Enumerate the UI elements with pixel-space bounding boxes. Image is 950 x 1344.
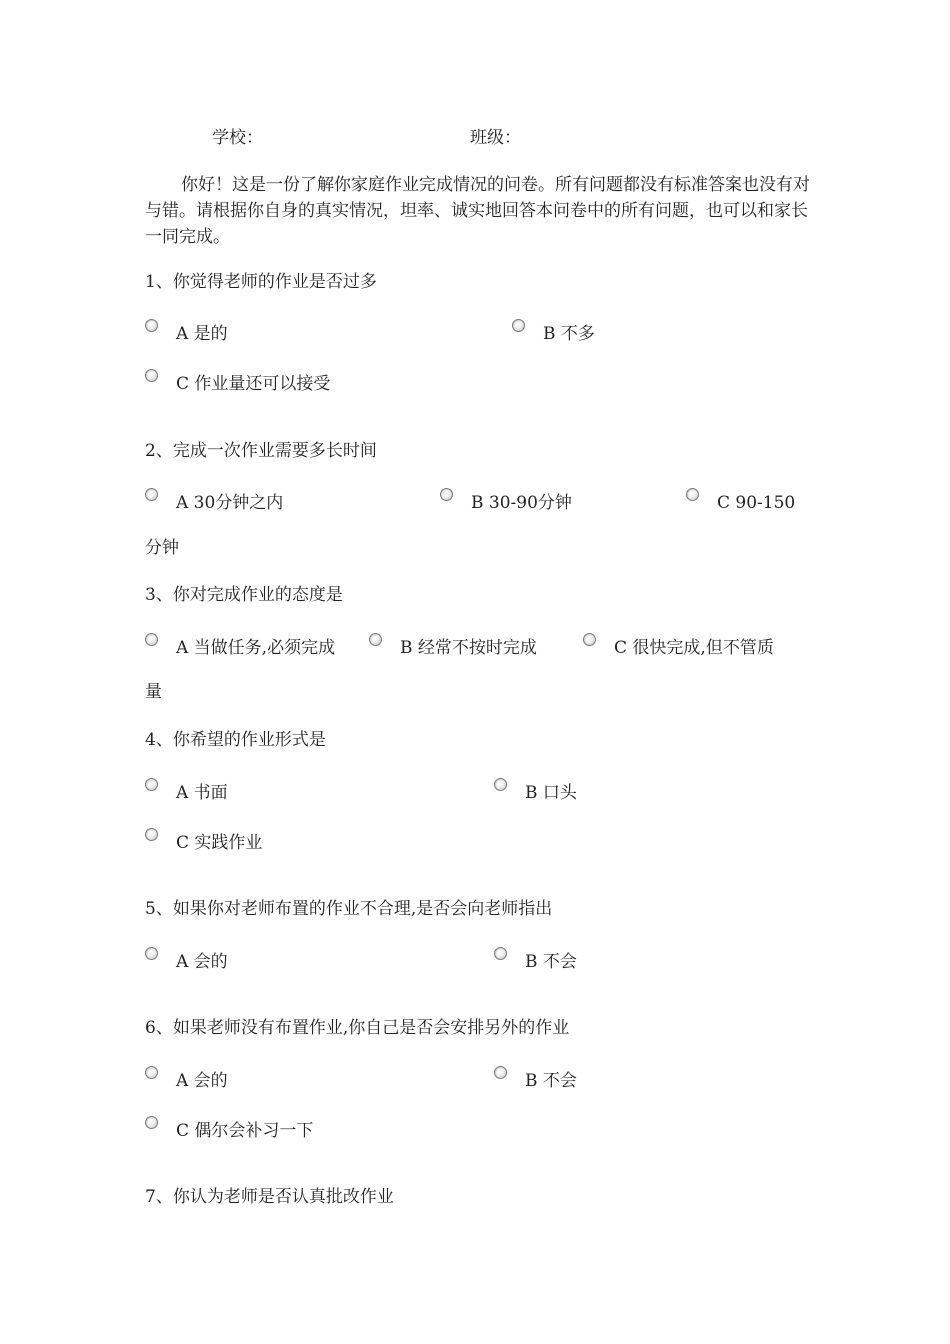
option-q3-b: B 经常不按时完成	[400, 638, 537, 658]
radio-q3-b[interactable]	[369, 633, 382, 646]
option-q6-a: A 会的	[176, 1071, 228, 1091]
option-q3-c-wrap: 量	[145, 682, 162, 702]
question-2: 2、完成一次作业需要多长时间	[145, 441, 377, 461]
option-q6-b: B 不会	[525, 1071, 577, 1091]
radio-q4-b[interactable]	[494, 778, 507, 791]
radio-q6-a[interactable]	[145, 1066, 158, 1079]
radio-q2-c[interactable]	[686, 488, 699, 501]
radio-q2-b[interactable]	[440, 488, 453, 501]
option-q6-c: C 偶尔会补习一下	[176, 1121, 314, 1141]
radio-q4-a[interactable]	[145, 778, 158, 791]
class-label: 班级：	[470, 128, 521, 148]
radio-q5-b[interactable]	[494, 947, 507, 960]
school-label: 学校：	[212, 128, 263, 148]
option-q1-a: A 是的	[176, 324, 228, 344]
option-q2-c-wrap: 分钟	[145, 538, 179, 558]
option-q1-c: C 作业量还可以接受	[176, 374, 331, 394]
question-6: 6、如果老师没有布置作业,你自己是否会安排另外的作业	[145, 1018, 570, 1038]
option-q2-a: A 30分钟之内	[176, 493, 284, 513]
option-q4-a: A 书面	[176, 783, 228, 803]
radio-q4-c[interactable]	[145, 828, 158, 841]
option-q4-c: C 实践作业	[176, 833, 263, 853]
radio-q3-a[interactable]	[145, 633, 158, 646]
radio-q3-c[interactable]	[583, 633, 596, 646]
option-q5-a: A 会的	[176, 952, 228, 972]
radio-q6-b[interactable]	[494, 1066, 507, 1079]
radio-q1-b[interactable]	[512, 319, 525, 332]
intro-paragraph: 你好！这是一份了解你家庭作业完成情况的问卷。所有问题都没有标准答案也没有对与错。请根据你自身的真实情况，坦率、诚实地回答本问卷中的所有问题，也可以和家长一同完成。	[145, 175, 810, 247]
question-1: 1、你觉得老师的作业是否过多	[145, 272, 377, 292]
option-q5-b: B 不会	[525, 952, 577, 972]
option-q3-c: C 很快完成,但不管质	[614, 638, 774, 658]
option-q4-b: B 口头	[525, 783, 577, 803]
question-7: 7、你认为老师是否认真批改作业	[145, 1187, 394, 1207]
radio-q5-a[interactable]	[145, 947, 158, 960]
option-q2-c: C 90-150	[717, 493, 796, 513]
option-q2-b: B 30-90分钟	[471, 493, 572, 513]
question-3: 3、你对完成作业的态度是	[145, 585, 343, 605]
radio-q6-c[interactable]	[145, 1116, 158, 1129]
option-q1-b: B 不多	[543, 324, 595, 344]
question-5: 5、如果你对老师布置的作业不合理,是否会向老师指出	[145, 899, 553, 919]
radio-q2-a[interactable]	[145, 488, 158, 501]
question-4: 4、你希望的作业形式是	[145, 730, 326, 750]
option-q3-a: A 当做任务,必须完成	[176, 638, 336, 658]
radio-q1-c[interactable]	[145, 369, 158, 382]
radio-q1-a[interactable]	[145, 319, 158, 332]
